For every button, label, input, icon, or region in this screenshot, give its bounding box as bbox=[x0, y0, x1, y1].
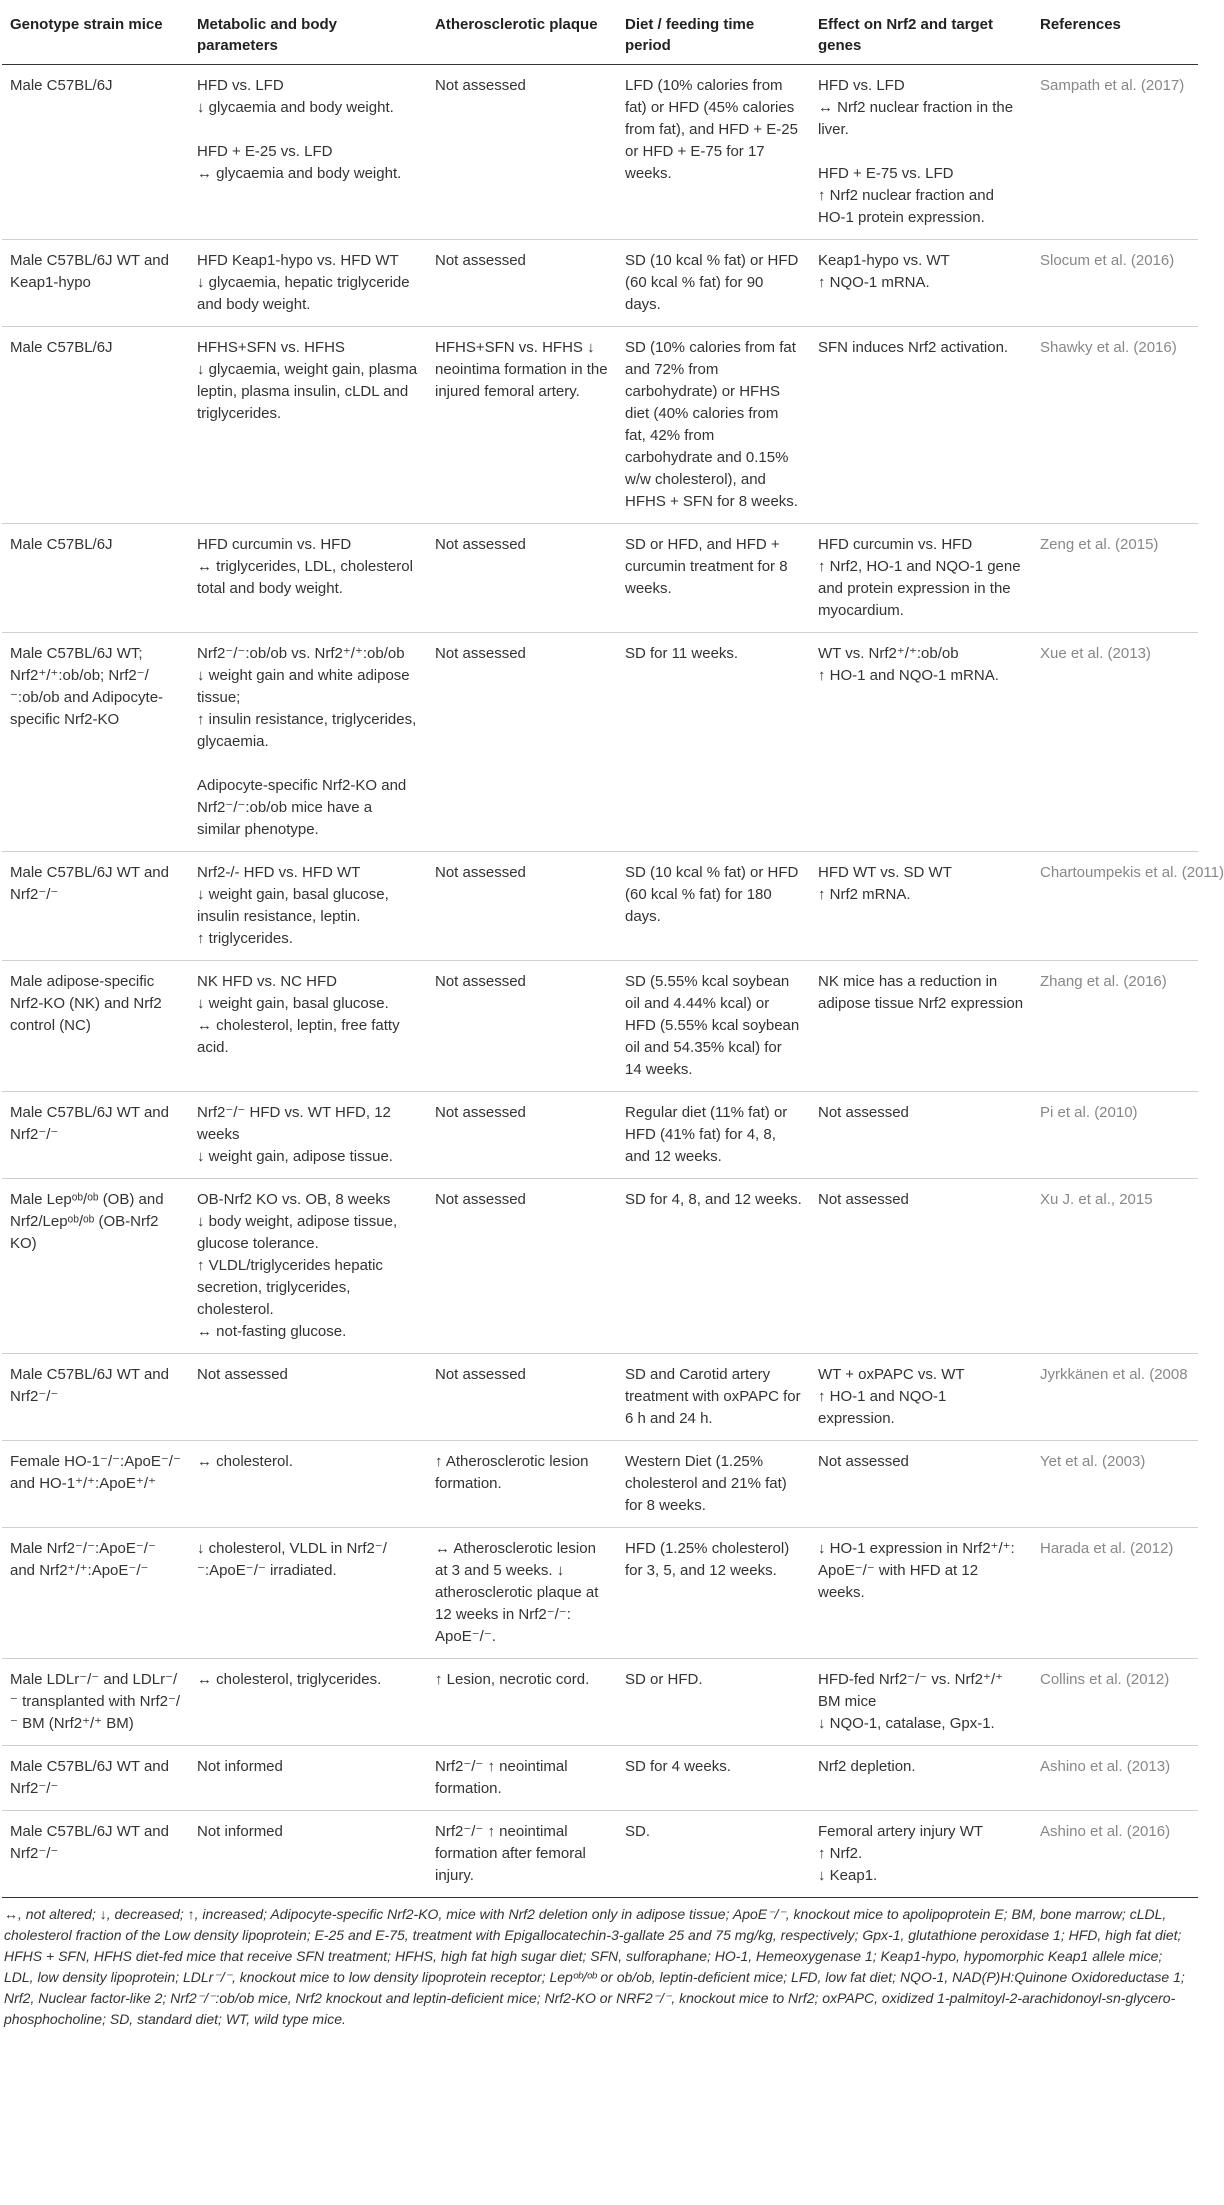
cell-line: ↔ not-fasting glucose. bbox=[197, 1323, 347, 1340]
cell-effect bbox=[810, 1746, 1032, 1811]
cell-line: ↑ insulin resistance, triglycerides, glycaemia. bbox=[197, 711, 417, 750]
cell-genotype: Female HO-1⁻/⁻:ApoE⁻/⁻ and HO-1⁺/⁺:ApoE⁺/⁺ bbox=[10, 1453, 181, 1492]
cell-effect bbox=[810, 961, 1032, 1092]
cell-line: ↓ weight gain, adipose tissue. bbox=[197, 1148, 393, 1165]
table-row bbox=[2, 327, 1198, 524]
cell-line: ↑ NQO-1 mRNA. bbox=[818, 274, 930, 291]
table-row bbox=[2, 633, 1198, 852]
cell-line: ↑ HO-1 and NQO-1 mRNA. bbox=[818, 667, 999, 684]
paragraph-gap bbox=[818, 141, 1024, 163]
cell-line: ↓ glycaemia, weight gain, plasma leptin, plasma insulin, cLDL and triglycerides. bbox=[197, 361, 418, 422]
cell-effect bbox=[810, 1179, 1032, 1354]
cell-genotype: Male C57BL/6J WT and Keap1-hypo bbox=[10, 252, 169, 291]
cell-effect bbox=[810, 65, 1032, 240]
cell-line: HFD vs. LFD bbox=[197, 77, 284, 94]
cell-line: HFD WT vs. SD WT bbox=[818, 864, 952, 881]
header-effect: Effect on Nrf2 and target genes bbox=[818, 16, 994, 54]
cell-plaque: Not assessed bbox=[435, 1104, 526, 1121]
cell-line: ↔ triglycerides, LDL, cholesterol total and body weight. bbox=[197, 558, 413, 597]
cell-effect bbox=[810, 1811, 1032, 1898]
cell-plaque: Not assessed bbox=[435, 1191, 526, 1208]
cell-reference: Zhang et al. (2016) bbox=[1040, 973, 1167, 990]
cell-line: ↓ HO-1 expression in Nrf2⁺/⁺: ApoE⁻/⁻ with HFD at 12 weeks. bbox=[818, 1540, 1015, 1601]
cell-reference: Pi et al. (2010) bbox=[1040, 1104, 1138, 1121]
table-footnote: ↔, not altered; ↓, decreased; ↑, increased; Adipocyte-specific Nrf2-KO, mice with Nrf2 deletion only in adipose tissue; ApoE⁻/⁻, knockout mice to apolipoprotein E; BM, bone marrow; cLDL, cholesterol fraction of the Low density lipoprotein; E-25 and E-75, treatment with Epigallocatechin-3-gallate 25 and 75 mg/kg, respectively; Gpx-1, glutathione peroxidase 1; HFD, high fat diet; HFHS + SFN, HFHS diet-fed mice that receive SFN treatment; HFHS, high fat high sugar diet; SFN, sulforaphane; HO-1, Hemeoxygenase 1; Keap1-hypo, hypomorphic Keap1 allele mice; LDL, low density lipoprotein; LDLr⁻/⁻, knockout mice to low density lipoprotein receptor; Lepᵒᵇ/ᵒᵇ or ob/ob, leptin-deficient mice; LFD, low fat diet; NQO-1, NAD(P)H:Quinone Oxidoreductase 1; Nrf2, Nuclear factor-like 2; Nrf2⁻/⁻:ob/ob mice, Nrf2 knockout and leptin-deficient mice; Nrf2-KO or NRF2⁻/⁻, knockout mice to Nrf2; oxPAPC, oxidized 1-palmitoyl-2-arachidonoyl-sn-glycero-phosphocholine; SD, standard diet; WT, wild type mice. bbox=[4, 1906, 1185, 2027]
cell-reference: Collins et al. (2012) bbox=[1040, 1671, 1170, 1688]
header-genotype: Genotype strain mice bbox=[10, 16, 163, 33]
cell-line: NK mice has a reduction in adipose tissue Nrf2 expression bbox=[818, 973, 1024, 1012]
table-body bbox=[2, 65, 1224, 1898]
cell-genotype: Male C57BL/6J bbox=[10, 339, 113, 356]
cell-reference: Ashino et al. (2016) bbox=[1040, 1823, 1171, 1840]
cell-diet: SD (10% calories from fat and 72% from carbohydrate) or HFHS diet (40% calories from fat, 42% from carbohydrate and 0.15% w/w cholesterol), and HFHS + SFN for 8 weeks. bbox=[625, 339, 798, 510]
table-row bbox=[2, 961, 1198, 1092]
header-references: References bbox=[1040, 16, 1121, 33]
cell-metabolic bbox=[189, 1746, 427, 1811]
cell-line: ↔ cholesterol, triglycerides. bbox=[197, 1671, 382, 1688]
cell-genotype: Male C57BL/6J WT and Nrf2⁻/⁻ bbox=[10, 1104, 169, 1143]
cell-diet: SD. bbox=[625, 1823, 651, 1840]
cell-diet: Regular diet (11% fat) or HFD (41% fat) for 4, 8, and 12 weeks. bbox=[625, 1104, 788, 1165]
cell-reference: Chartoumpekis et al. (2011) bbox=[1040, 864, 1224, 881]
cell-reference: Xue et al. (2013) bbox=[1040, 645, 1151, 662]
cell-reference: Ashino et al. (2013) bbox=[1040, 1758, 1171, 1775]
cell-effect bbox=[810, 1354, 1032, 1441]
cell-diet: HFD (1.25% cholesterol) for 3, 5, and 12 weeks. bbox=[625, 1540, 790, 1579]
cell-line: SFN induces Nrf2 activation. bbox=[818, 339, 1009, 356]
cell-diet: Western Diet (1.25% cholesterol and 21% fat) for 8 weeks. bbox=[625, 1453, 787, 1514]
cell-plaque: Not assessed bbox=[435, 252, 526, 269]
paragraph-gap bbox=[197, 119, 419, 141]
cell-line: Nrf2⁻/⁻ HFD vs. WT HFD, 12 weeks bbox=[197, 1104, 391, 1143]
table-row bbox=[2, 65, 1198, 240]
cell-line: ↓ weight gain, basal glucose. bbox=[197, 995, 389, 1012]
paragraph-gap bbox=[197, 753, 419, 775]
cell-line: Not assessed bbox=[197, 1366, 288, 1383]
cell-line: ↑ Nrf2 mRNA. bbox=[818, 886, 911, 903]
cell-metabolic bbox=[189, 852, 427, 961]
header-metabolic: Metabolic and body parameters bbox=[197, 16, 338, 54]
table-row bbox=[2, 1659, 1198, 1746]
cell-line: NK HFD vs. NC HFD bbox=[197, 973, 337, 990]
cell-effect bbox=[810, 524, 1032, 633]
cell-line: Not assessed bbox=[818, 1104, 909, 1121]
cell-genotype: Male C57BL/6J WT and Nrf2⁻/⁻ bbox=[10, 864, 169, 903]
cell-line: Not informed bbox=[197, 1758, 283, 1775]
cell-line: Not informed bbox=[197, 1823, 283, 1840]
cell-diet: SD (5.55% kcal soybean oil and 4.44% kcal) or HFD (5.55% kcal soybean oil and 54.35% kcal) for 14 weeks. bbox=[625, 973, 800, 1078]
cell-plaque: Nrf2⁻/⁻ ↑ neointimal formation. bbox=[435, 1758, 568, 1797]
table-row bbox=[2, 240, 1198, 327]
cell-line: ↓ weight gain, basal glucose, insulin resistance, leptin. bbox=[197, 886, 389, 925]
cell-line: WT vs. Nrf2⁺/⁺:ob/ob bbox=[818, 645, 959, 662]
cell-genotype: Male C57BL/6J WT; Nrf2⁺/⁺:ob/ob; Nrf2⁻/⁻:ob/ob and Adipocyte-specific Nrf2-KO bbox=[10, 645, 164, 728]
cell-line: ↔ cholesterol, leptin, free fatty acid. bbox=[197, 1017, 400, 1056]
header-plaque: Atherosclerotic plaque bbox=[435, 16, 598, 33]
cell-diet: SD or HFD, and HFD + curcumin treatment for 8 weeks. bbox=[625, 536, 788, 597]
cell-effect bbox=[810, 1092, 1032, 1179]
cell-diet: SD (10 kcal % fat) or HFD (60 kcal % fat) for 90 days. bbox=[625, 252, 799, 313]
cell-metabolic bbox=[189, 961, 427, 1092]
cell-line: ↓ glycaemia, hepatic triglyceride and body weight. bbox=[197, 274, 410, 313]
cell-genotype: Male C57BL/6J WT and Nrf2⁻/⁻ bbox=[10, 1366, 169, 1405]
cell-line: ↔ cholesterol. bbox=[197, 1453, 293, 1470]
cell-line: HFD-fed Nrf2⁻/⁻ vs. Nrf2⁺/⁺ BM mice bbox=[818, 1671, 1004, 1710]
cell-metabolic bbox=[189, 1528, 427, 1659]
cell-genotype: Male C57BL/6J WT and Nrf2⁻/⁻ bbox=[10, 1823, 169, 1862]
cell-line: Not assessed bbox=[818, 1453, 909, 1470]
table-row bbox=[2, 1092, 1198, 1179]
cell-line: HFD Keap1-hypo vs. HFD WT bbox=[197, 252, 399, 269]
cell-metabolic bbox=[189, 524, 427, 633]
cell-metabolic bbox=[189, 240, 427, 327]
cell-metabolic bbox=[189, 1354, 427, 1441]
table-row bbox=[2, 1354, 1198, 1441]
table-row bbox=[2, 1528, 1198, 1659]
cell-diet: SD or HFD. bbox=[625, 1671, 703, 1688]
cell-metabolic bbox=[189, 633, 427, 852]
cell-genotype: Male Nrf2⁻/⁻:ApoE⁻/⁻ and Nrf2⁺/⁺:ApoE⁻/⁻ bbox=[10, 1540, 156, 1579]
cell-diet: SD (10 kcal % fat) or HFD (60 kcal % fat) for 180 days. bbox=[625, 864, 799, 925]
table-row bbox=[2, 852, 1198, 961]
table-row bbox=[2, 1441, 1198, 1528]
cell-line: ↑ Nrf2, HO-1 and NQO-1 gene and protein expression in the myocardium. bbox=[818, 558, 1021, 619]
table-row bbox=[2, 1811, 1198, 1898]
cell-line: OB-Nrf2 KO vs. OB, 8 weeks bbox=[197, 1191, 391, 1208]
table-row bbox=[2, 1746, 1198, 1811]
cell-metabolic bbox=[189, 1659, 427, 1746]
table-header bbox=[2, 8, 1198, 65]
cell-diet: SD and Carotid artery treatment with oxPAPC for 6 h and 24 h. bbox=[625, 1366, 801, 1427]
cell-metabolic bbox=[189, 1179, 427, 1354]
cell-line: Femoral artery injury WT bbox=[818, 1823, 984, 1840]
cell-plaque: ↑ Lesion, necrotic cord. bbox=[435, 1671, 590, 1688]
cell-metabolic bbox=[189, 1811, 427, 1898]
cell-line: ↓ glycaemia and body weight. bbox=[197, 99, 394, 116]
cell-effect bbox=[810, 240, 1032, 327]
cell-plaque: ↔ Atherosclerotic lesion at 3 and 5 weeks. ↓ atherosclerotic plaque at 12 weeks in Nrf2⁻/⁻: ApoE⁻/⁻. bbox=[435, 1540, 599, 1645]
cell-reference: Shawky et al. (2016) bbox=[1040, 339, 1177, 356]
cell-diet: SD for 11 weeks. bbox=[625, 645, 739, 662]
cell-line: Nrf2 depletion. bbox=[818, 1758, 916, 1775]
cell-metabolic bbox=[189, 1441, 427, 1528]
cell-reference: Slocum et al. (2016) bbox=[1040, 252, 1175, 269]
cell-plaque: HFHS+SFN vs. HFHS ↓ neointima formation in the injured femoral artery. bbox=[435, 339, 608, 400]
cell-line: HFD + E-25 vs. LFD bbox=[197, 143, 333, 160]
cell-line: ↑ triglycerides. bbox=[197, 930, 293, 947]
cell-reference: Jyrkkänen et al. (2008 bbox=[1040, 1366, 1188, 1383]
cell-effect bbox=[810, 327, 1032, 524]
cell-plaque: Not assessed bbox=[435, 77, 526, 94]
cell-line: Nrf2⁻/⁻:ob/ob vs. Nrf2⁺/⁺:ob/ob bbox=[197, 645, 405, 662]
cell-reference: Xu J. et al., 2015 bbox=[1040, 1191, 1153, 1208]
cell-line: HFD curcumin vs. HFD bbox=[197, 536, 352, 553]
cell-metabolic bbox=[189, 65, 427, 240]
cell-plaque: Not assessed bbox=[435, 536, 526, 553]
cell-line: HFD vs. LFD bbox=[818, 77, 905, 94]
cell-effect bbox=[810, 1659, 1032, 1746]
cell-line: HFHS+SFN vs. HFHS bbox=[197, 339, 345, 356]
cell-line: ↑ Nrf2. bbox=[818, 1845, 863, 1862]
cell-line: Not assessed bbox=[818, 1191, 909, 1208]
cell-plaque: Nrf2⁻/⁻ ↑ neointimal formation after femoral injury. bbox=[435, 1823, 586, 1884]
cell-metabolic bbox=[189, 327, 427, 524]
cell-line: ↔ Nrf2 nuclear fraction in the liver. bbox=[818, 99, 1014, 138]
table-row bbox=[2, 1179, 1198, 1354]
table-row bbox=[2, 524, 1198, 633]
cell-reference: Zeng et al. (2015) bbox=[1040, 536, 1159, 553]
cell-reference: Sampath et al. (2017) bbox=[1040, 77, 1185, 94]
cell-diet: SD for 4 weeks. bbox=[625, 1758, 731, 1775]
cell-line: ↓ body weight, adipose tissue, glucose tolerance. bbox=[197, 1213, 398, 1252]
cell-line: Nrf2-/- HFD vs. HFD WT bbox=[197, 864, 361, 881]
cell-effect bbox=[810, 1441, 1032, 1528]
cell-reference: Yet et al. (2003) bbox=[1040, 1453, 1146, 1470]
cell-effect bbox=[810, 633, 1032, 852]
cell-line: ↓ NQO-1, catalase, Gpx-1. bbox=[818, 1715, 995, 1732]
cell-plaque: Not assessed bbox=[435, 645, 526, 662]
cell-line: ↓ cholesterol, VLDL in Nrf2⁻/⁻:ApoE⁻/⁻ irradiated. bbox=[197, 1540, 387, 1579]
cell-genotype: Male C57BL/6J WT and Nrf2⁻/⁻ bbox=[10, 1758, 169, 1797]
cell-line: ↔ glycaemia and body weight. bbox=[197, 165, 402, 182]
cell-line: Keap1-hypo vs. WT bbox=[818, 252, 950, 269]
data-table bbox=[2, 8, 1224, 1898]
cell-genotype: Male adipose-specific Nrf2-KO (NK) and Nrf2 control (NC) bbox=[10, 973, 162, 1034]
cell-genotype: Male Lepᵒᵇ/ᵒᵇ (OB) and Nrf2/Lepᵒᵇ/ᵒᵇ (OB-Nrf2 KO) bbox=[10, 1191, 164, 1252]
cell-line: ↑ VLDL/triglycerides hepatic secretion, triglycerides, cholesterol. bbox=[197, 1257, 383, 1318]
cell-diet: LFD (10% calories from fat) or HFD (45% calories from fat), and HFD + E-25 or HFD + E-75 for 17 weeks. bbox=[625, 77, 798, 182]
header-diet: Diet / feeding time period bbox=[625, 16, 755, 54]
cell-line: HFD curcumin vs. HFD bbox=[818, 536, 973, 553]
cell-line: ↓ weight gain and white adipose tissue; bbox=[197, 667, 410, 706]
cell-line: ↑ Nrf2 nuclear fraction and HO-1 protein expression. bbox=[818, 187, 994, 226]
cell-genotype: Male C57BL/6J bbox=[10, 77, 113, 94]
cell-effect bbox=[810, 852, 1032, 961]
cell-plaque: ↑ Atherosclerotic lesion formation. bbox=[435, 1453, 589, 1492]
cell-diet: SD for 4, 8, and 12 weeks. bbox=[625, 1191, 802, 1208]
cell-metabolic bbox=[189, 1092, 427, 1179]
cell-plaque: Not assessed bbox=[435, 1366, 526, 1383]
cell-genotype: Male LDLr⁻/⁻ and LDLr⁻/⁻ transplanted with Nrf2⁻/⁻ BM (Nrf2⁺/⁺ BM) bbox=[10, 1671, 181, 1732]
cell-line: ↓ Keap1. bbox=[818, 1867, 878, 1884]
cell-line: ↑ HO-1 and NQO-1 expression. bbox=[818, 1388, 947, 1427]
cell-reference: Harada et al. (2012) bbox=[1040, 1540, 1174, 1557]
cell-plaque: Not assessed bbox=[435, 864, 526, 881]
cell-effect bbox=[810, 1528, 1032, 1659]
cell-line: Adipocyte-specific Nrf2-KO and Nrf2⁻/⁻:ob/ob mice have a similar phenotype. bbox=[197, 777, 407, 838]
cell-genotype: Male C57BL/6J bbox=[10, 536, 113, 553]
cell-line: HFD + E-75 vs. LFD bbox=[818, 165, 954, 182]
header-row bbox=[2, 8, 1198, 65]
cell-line: WT + oxPAPC vs. WT bbox=[818, 1366, 965, 1383]
cell-plaque: Not assessed bbox=[435, 973, 526, 990]
